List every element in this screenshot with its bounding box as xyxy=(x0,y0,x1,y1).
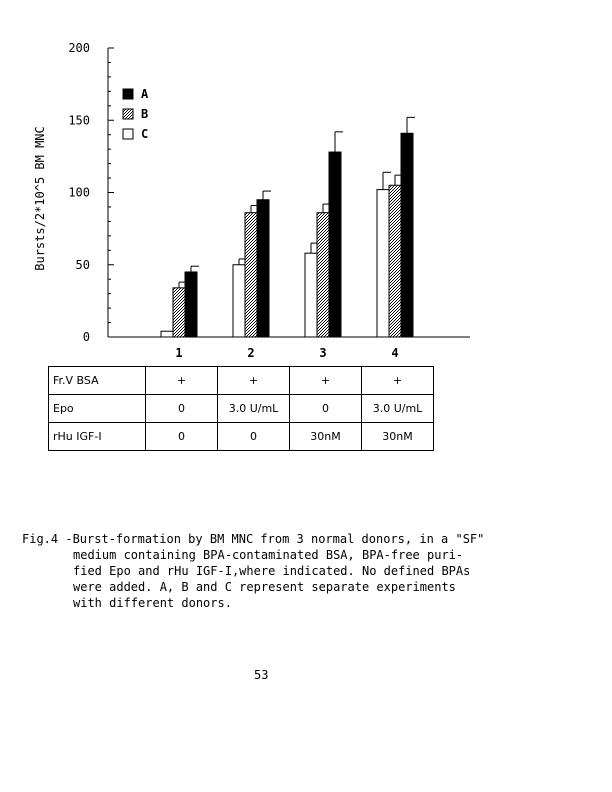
caption-line: fied Epo and rHu IGF-I,where indicated. No defined BPAs xyxy=(73,564,471,578)
conditions-cell: 0 xyxy=(146,395,218,423)
x-tick-label: 2 xyxy=(247,346,255,360)
conditions-table xyxy=(48,366,434,451)
bar-series-c xyxy=(377,190,389,337)
bar-series-a xyxy=(329,152,341,337)
bar-series-b xyxy=(389,185,401,337)
conditions-row xyxy=(49,395,434,423)
y-tick-label: 0 xyxy=(82,330,90,344)
legend-swatch-b xyxy=(123,109,133,119)
legend-swatch-c xyxy=(123,129,133,139)
figure-caption xyxy=(22,531,502,611)
bar-series-a xyxy=(257,200,269,337)
conditions-row-label: rHu IGF-I xyxy=(49,423,146,451)
bar-series-c xyxy=(233,265,245,337)
conditions-row xyxy=(49,367,434,395)
legend-swatch-a xyxy=(123,89,133,99)
conditions-cell: 3.0 U/mL xyxy=(218,395,290,423)
bar-series-b xyxy=(245,213,257,337)
y-tick-label: 50 xyxy=(75,257,90,272)
y-tick-label: 150 xyxy=(68,113,90,128)
conditions-cell: + xyxy=(146,367,218,395)
caption-line: were added. A, B and C represent separate experiments xyxy=(73,580,456,594)
bar-series-c xyxy=(161,331,173,337)
x-tick-label: 1 xyxy=(175,346,183,360)
bar-series-a xyxy=(401,133,413,337)
legend-label-b: B xyxy=(141,107,149,121)
conditions-cell: 30nM xyxy=(362,423,434,451)
conditions-row-label: Epo xyxy=(49,395,146,423)
conditions-cell: 0 xyxy=(290,395,362,423)
conditions-row-label: Fr.V BSA xyxy=(49,367,146,395)
bar-series-a xyxy=(185,272,197,337)
y-tick-label: 100 xyxy=(68,185,90,200)
caption-line: with different donors. xyxy=(73,596,232,610)
x-tick-label: 3 xyxy=(319,346,327,360)
caption-line: medium containing BPA-contaminated BSA, BPA-free puri- xyxy=(73,548,464,562)
conditions-cell: 0 xyxy=(146,423,218,451)
conditions-cell: + xyxy=(362,367,434,395)
bar-series-b xyxy=(173,288,185,337)
caption-line: Fig.4 -Burst-formation by BM MNC from 3 normal donors, in a "SF" xyxy=(22,532,485,546)
bar-chart xyxy=(0,0,612,365)
y-axis-label: Bursts/2*10^5 BM MNC xyxy=(33,126,47,271)
conditions-row xyxy=(49,423,434,451)
conditions-cell: 30nM xyxy=(290,423,362,451)
bar-series-b xyxy=(317,213,329,337)
conditions-cell: + xyxy=(290,367,362,395)
conditions-cell: 3.0 U/mL xyxy=(362,395,434,423)
page-number: 53 xyxy=(254,668,269,682)
x-tick-label: 4 xyxy=(391,346,399,360)
conditions-cell: 0 xyxy=(218,423,290,451)
conditions-cell: + xyxy=(218,367,290,395)
legend-label-c: C xyxy=(141,127,149,141)
y-tick-label: 200 xyxy=(68,41,90,55)
legend-label-a: A xyxy=(141,87,149,101)
bar-series-c xyxy=(305,253,317,337)
